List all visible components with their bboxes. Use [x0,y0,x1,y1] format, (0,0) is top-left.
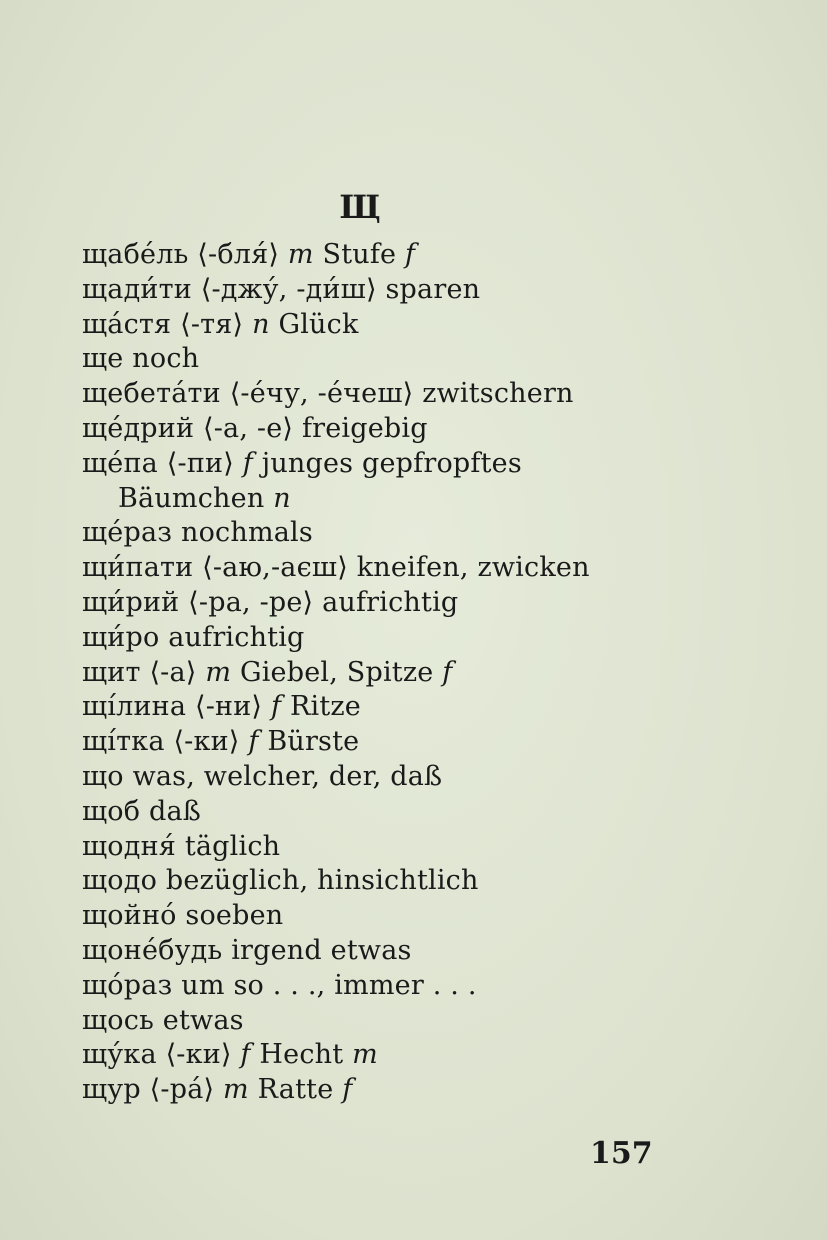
translation: aufrichtig [322,586,459,618]
translation: daß [149,795,202,827]
translation: aufrichtig [168,621,305,653]
translation: Stufe [322,239,397,270]
grammar-forms: ⟨-пи⟩ [166,447,234,479]
dictionary-entry [82,725,772,760]
translation: Ritze [289,691,361,723]
dictionary-entry [82,586,772,621]
dictionary-entry [82,447,772,482]
dictionary-entry [82,1004,772,1039]
translation-gender-marker: f [442,656,453,688]
dictionary-entry [82,795,772,830]
translation-gender-marker: f [405,239,416,270]
grammar-forms: ⟨-ни⟩ [194,691,263,723]
headword: щі́лина [82,691,187,723]
translation: bezüglich, hinsichtlich [165,865,479,897]
translation: was, welcher, der, daß [132,760,443,792]
headword: щади́ти [82,273,192,305]
dictionary-entry [82,1038,772,1073]
dictionary-entry [82,864,772,899]
headword: щодня́ [82,830,177,862]
translation: freigebig [301,412,428,444]
headword: що́раз [82,969,173,1001]
dictionary-entry [82,516,772,551]
headword: щебета́ти [82,378,221,410]
headword: щит [82,656,141,688]
translation: etwas [162,1004,244,1036]
grammar-forms: ⟨-джу́, -ди́ш⟩ [200,273,377,305]
headword: щоб [82,795,141,827]
headword: щойно́ [82,900,177,932]
headword: щодо [82,865,158,897]
dictionary-entry [82,656,772,691]
gender-marker: f [240,1039,251,1071]
translation: junges gepfropftes [261,447,522,479]
dictionary-entry [82,377,772,412]
dictionary-entry [82,969,772,1004]
entry-continuation [82,482,772,517]
grammar-forms: ⟨-тя⟩ [180,308,244,340]
translation: Giebel, Spitze [239,656,434,688]
headword: щи́пати [82,552,194,584]
grammar-forms: ⟨-ра, -ре⟩ [188,586,314,618]
grammar-forms: ⟨-аю,-аєш⟩ [202,552,348,584]
dictionary-entry [82,238,772,273]
grammar-forms: ⟨-ки⟩ [165,1039,232,1071]
gender-marker: n [252,308,270,340]
dictionary-entry [82,830,772,865]
translation: sparen [385,273,481,305]
dictionary-entry [82,412,772,447]
headword: щось [82,1004,154,1036]
translation: Glück [278,308,359,340]
grammar-forms: ⟨-бля́⟩ [197,239,280,270]
section-letter-heading: Щ [339,188,381,226]
translation: Bäumchen [118,482,265,514]
translation: täglich [184,830,281,862]
headword: ще́дрий [82,412,195,444]
headword: щі́тка [82,726,165,758]
headword: щи́ро [82,621,160,653]
translation: Hecht [259,1039,344,1071]
translation: kneifen, zwicken [356,552,590,584]
dictionary-entry [82,934,772,969]
grammar-forms: ⟨-а, -е⟩ [202,412,294,444]
dictionary-entry [82,1073,772,1108]
dictionary-entry [82,690,772,725]
dictionary-entry [82,308,772,343]
translation: soeben [185,900,284,932]
headword: щабе́ль [82,239,189,270]
translation: noch [132,343,200,375]
grammar-forms: ⟨-а⟩ [149,656,197,688]
dictionary-entry [82,342,772,377]
translation-gender-marker: n [273,482,291,514]
headword: щур [82,1074,141,1106]
headword: щоне́будь [82,934,223,966]
headword: ще́па [82,447,158,479]
dictionary-entry [82,760,772,795]
grammar-forms: ⟨-ра́⟩ [149,1074,215,1106]
headword: ще [82,343,124,375]
gender-marker: m [205,656,232,688]
dictionary-entry [82,551,772,586]
headword: щу́ка [82,1039,157,1071]
headword: щи́рий [82,586,180,618]
grammar-forms: ⟨-ки⟩ [173,726,240,758]
entry-list [82,238,772,1108]
gender-marker: f [242,447,253,479]
gender-marker: m [287,239,314,270]
translation: nochmals [180,517,313,549]
gender-marker: m [223,1074,249,1106]
dictionary-entry [82,899,772,934]
translation: Ratte [257,1074,334,1106]
gender-marker: f [248,726,259,758]
translation: irgend etwas [231,934,412,966]
headword: що [82,760,124,792]
translation-gender-marker: f [342,1074,353,1106]
dictionary-entry [82,621,772,656]
page-number: 157 [590,1136,653,1171]
translation: zwitschern [422,378,574,410]
translation: um so . . ., immer . . . [181,969,477,1001]
translation-gender-marker: m [352,1039,378,1071]
dictionary-entry [82,273,772,308]
gender-marker: f [270,691,282,723]
translation: Bürste [267,726,360,758]
grammar-forms: ⟨-е́чу, -е́чеш⟩ [229,378,414,410]
headword: ща́стя [82,308,172,340]
headword: ще́раз [82,517,173,549]
